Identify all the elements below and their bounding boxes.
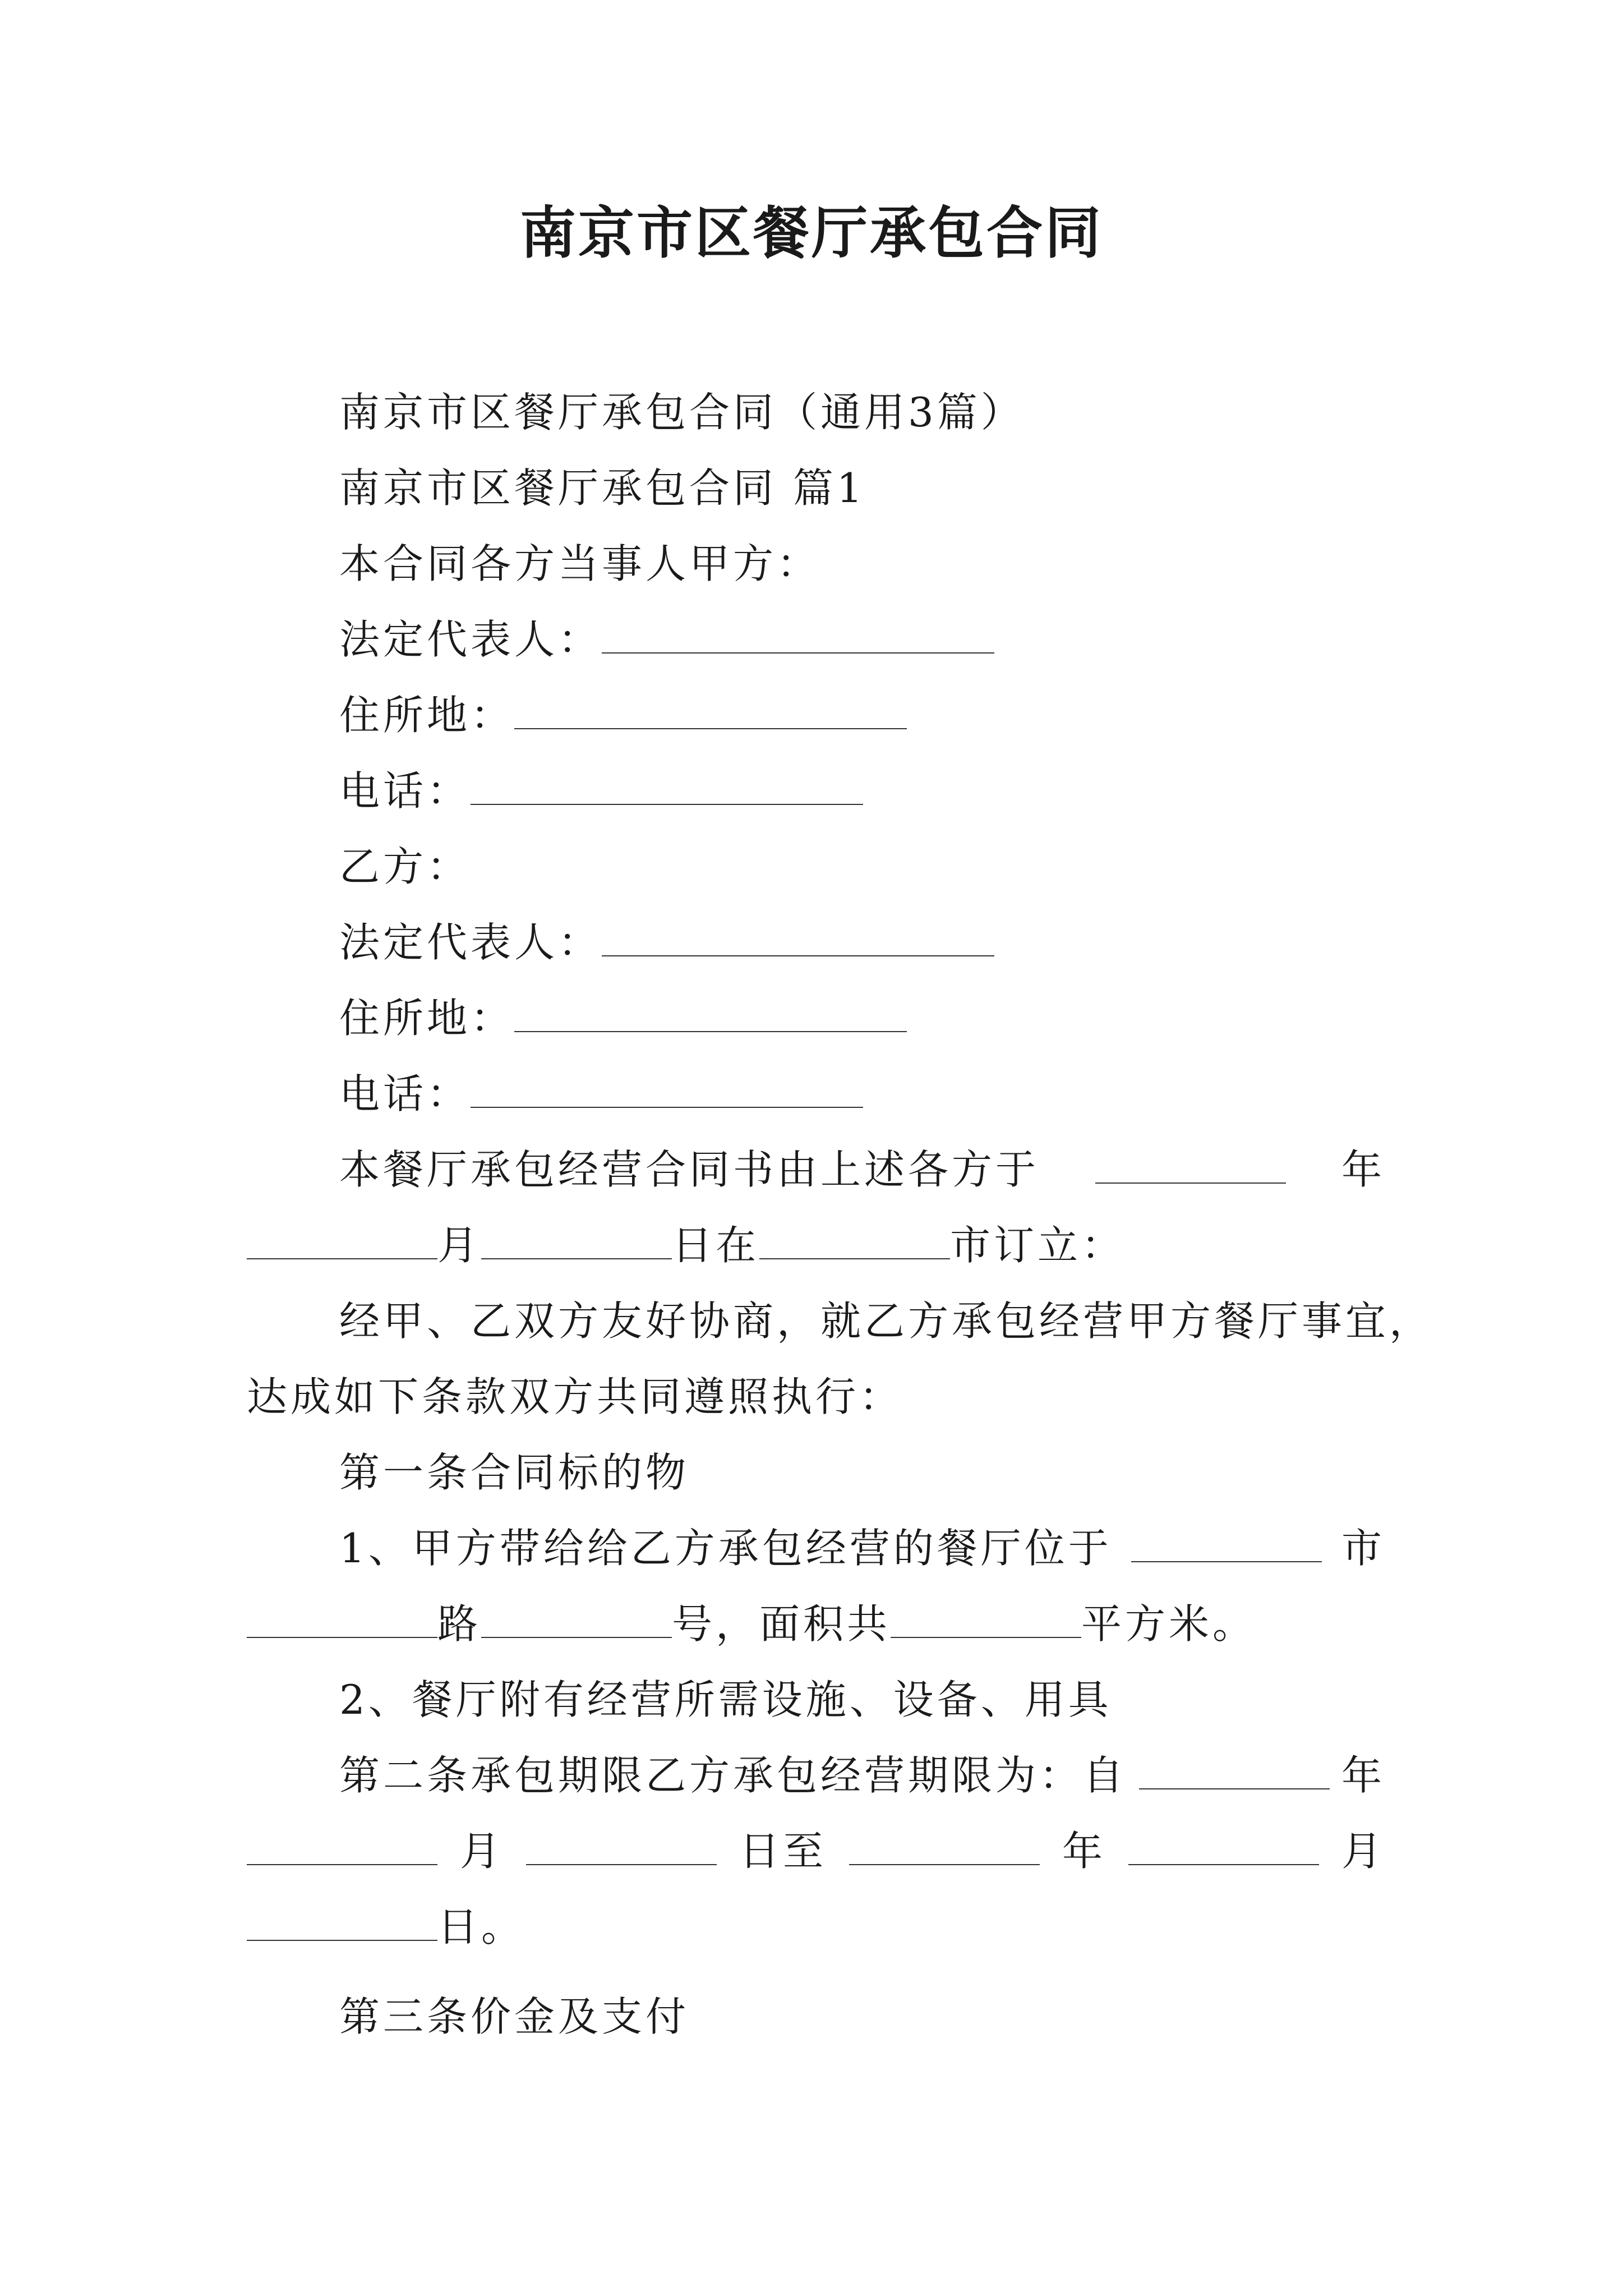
paragraph-text: 路 xyxy=(437,1600,482,1648)
fill-in-blank xyxy=(247,1600,437,1638)
paragraph-text: 平方米。 xyxy=(1081,1600,1257,1648)
fill-in-blank xyxy=(471,767,863,805)
paragraph-text: 日在 xyxy=(672,1222,760,1269)
field-label: 住所地： xyxy=(339,692,515,739)
paragraph-text: 月 xyxy=(459,1828,504,1875)
fill-in-blank xyxy=(526,1827,717,1865)
term-dates-line xyxy=(247,1823,1385,1879)
fill-in-blank xyxy=(1095,1145,1286,1184)
party-a-representative-line xyxy=(0,611,1623,668)
paragraph-text: 日至 xyxy=(739,1828,827,1875)
fill-in-blank xyxy=(891,1600,1081,1638)
section-heading: 南京市区餐厅承包合同 篇1 xyxy=(339,464,866,512)
paragraph-text: 第二条承包期限乙方承包经营期限为：自 xyxy=(339,1752,1127,1799)
fill-in-blank xyxy=(471,1070,863,1108)
fill-in-blank xyxy=(1139,1751,1330,1789)
party-b-representative-line xyxy=(0,914,1623,970)
paragraph-text: 市 xyxy=(1341,1525,1385,1572)
field-label: 电话： xyxy=(339,1070,471,1117)
term-line xyxy=(339,1747,1385,1803)
fill-in-blank xyxy=(1131,1524,1322,1562)
fill-in-blank xyxy=(514,691,907,729)
article-heading: 第一条合同标的物 xyxy=(339,1449,690,1496)
term-end-line xyxy=(0,1899,1623,1955)
article-heading: 第三条价金及支付 xyxy=(339,1993,690,2040)
field-label: 电话： xyxy=(339,767,471,815)
fill-in-blank xyxy=(247,1903,437,1941)
paragraph-text: 年 xyxy=(1341,1752,1385,1799)
paragraph-line: 达成如下条款双方共同遵照执行： xyxy=(247,1373,903,1420)
party-b-phone-line xyxy=(0,1066,1623,1122)
paragraph-line: 2、餐厅附有经营所需设施、设备、用具 xyxy=(339,1676,1112,1723)
paragraph-text: 日。 xyxy=(437,1903,525,1950)
fill-in-blank xyxy=(481,1600,672,1638)
fill-in-blank xyxy=(247,1221,437,1259)
field-label: 法定代表人： xyxy=(339,919,602,966)
paragraph-text: 月 xyxy=(1341,1828,1385,1875)
party-b-heading: 乙方： xyxy=(339,843,471,890)
fill-in-blank xyxy=(759,1221,950,1259)
paragraph-line: 经甲、乙双方友好协商，就乙方承包经营甲方餐厅事宜， xyxy=(339,1297,1433,1345)
party-b-address-line xyxy=(0,990,1623,1046)
paragraph-text: 月 xyxy=(437,1222,482,1269)
document-title: 南京市区餐厅承包合同 xyxy=(520,200,1103,266)
party-a-heading: 本合同各方当事人甲方： xyxy=(339,540,821,587)
fill-in-blank xyxy=(481,1221,672,1259)
field-label: 法定代表人： xyxy=(339,616,602,663)
subtitle-line: 南京市区餐厅承包合同（通用3篇） xyxy=(339,389,1025,436)
signing-place-line xyxy=(0,1217,1623,1273)
address-area-line xyxy=(0,1596,1623,1652)
field-label: 住所地： xyxy=(339,995,515,1042)
signing-date-line xyxy=(339,1142,1385,1198)
paragraph-text: 1、甲方带给给乙方承包经营的餐厅位于 xyxy=(339,1525,1112,1572)
paragraph-text: 本餐厅承包经营合同书由上述各方于 xyxy=(339,1146,1040,1193)
fill-in-blank xyxy=(247,1827,437,1865)
party-a-address-line xyxy=(0,687,1623,743)
paragraph-text: 年 xyxy=(1341,1146,1385,1193)
fill-in-blank xyxy=(1128,1827,1319,1865)
fill-in-blank xyxy=(849,1827,1040,1865)
fill-in-blank xyxy=(514,994,907,1032)
paragraph-text: 市订立： xyxy=(950,1222,1126,1269)
paragraph-text: 年 xyxy=(1062,1828,1106,1875)
fill-in-blank xyxy=(602,918,994,956)
location-line xyxy=(339,1520,1385,1576)
paragraph-text: 号，面积共 xyxy=(672,1600,891,1648)
party-a-phone-line xyxy=(0,763,1623,819)
fill-in-blank xyxy=(602,615,994,654)
